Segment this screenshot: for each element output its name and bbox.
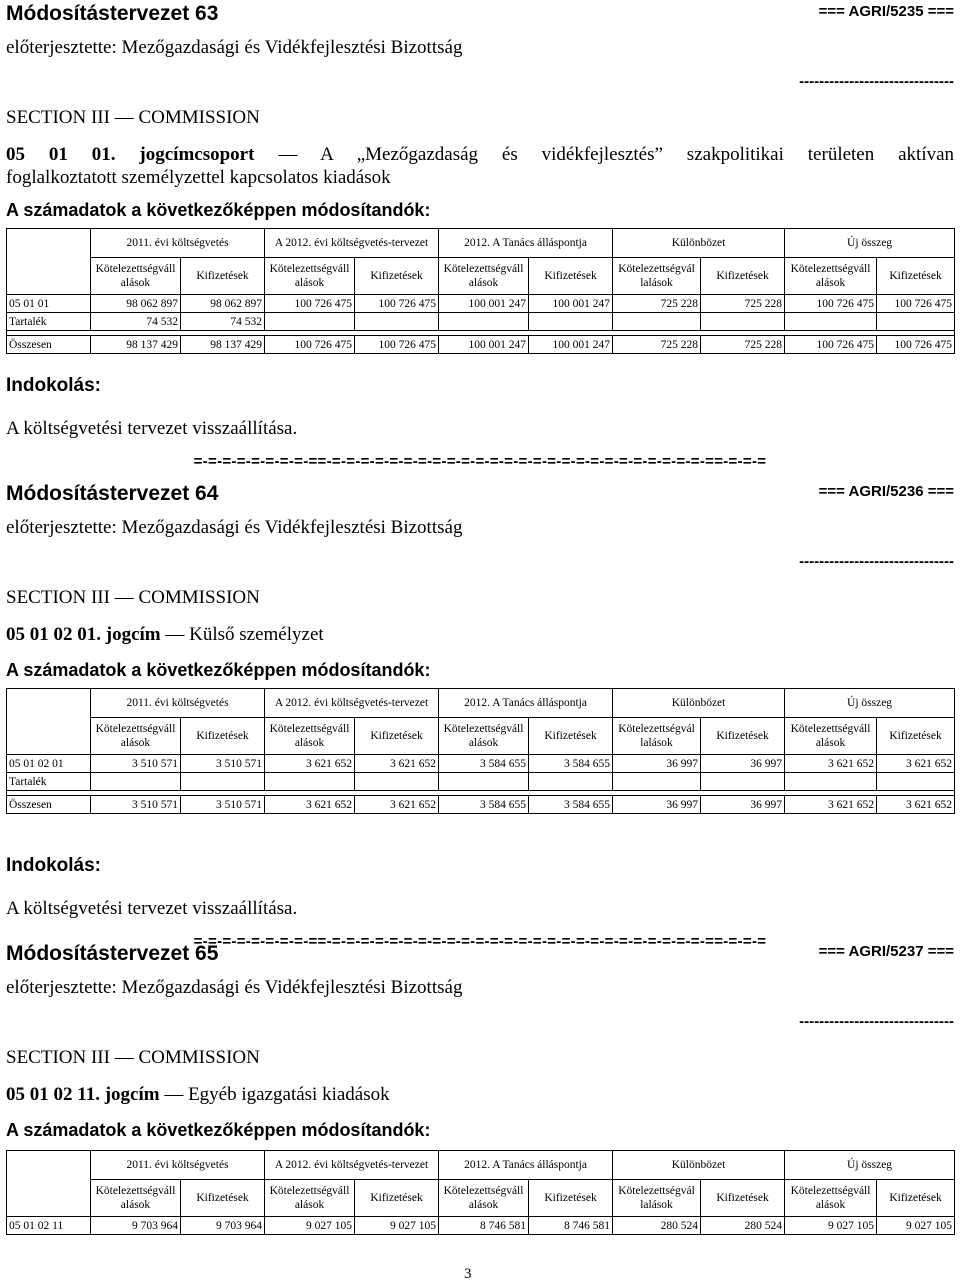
- table-group-header-row: [7, 229, 955, 258]
- value-cell: 9 027 105: [355, 1217, 439, 1235]
- payments-header: Kifizetések: [701, 258, 785, 295]
- budget-table: [6, 228, 955, 354]
- value-cell: 9 027 105: [877, 1217, 955, 1235]
- commitments-header: Kötelezettségvállalások: [613, 718, 701, 755]
- value-cell: 36 997: [613, 755, 701, 773]
- value-cell: 36 997: [701, 796, 785, 814]
- commitments-header: Kötelezettségvállalások: [91, 1180, 181, 1217]
- value-cell: [355, 773, 439, 791]
- table-group-header: 2012. A Tanács álláspontja: [439, 1151, 613, 1180]
- value-cell: [701, 313, 785, 331]
- value-cell: 280 524: [613, 1217, 701, 1235]
- separator-rule: =-=-=-=-=-=-=-=-==-=-=-=-=-=-=-=-=-=-=-=-=-=-=-=-=-=-=-=-=-=-=-=-=-=-=-==-=-=-=: [193, 933, 767, 950]
- payments-header: Kifizetések: [877, 1180, 955, 1217]
- value-cell: 8 746 581: [529, 1217, 613, 1235]
- table-group-header: 2012. A Tanács álláspontja: [439, 229, 613, 258]
- value-cell: [613, 313, 701, 331]
- budget-line: [6, 1083, 954, 1106]
- budget-line-type: jogcím: [105, 624, 161, 645]
- value-cell: [439, 313, 529, 331]
- value-cell: 100 001 247: [529, 336, 613, 354]
- value-cell: 3 621 652: [785, 796, 877, 814]
- table-group-header: A 2012. évi költségvetés-tervezet: [265, 689, 439, 718]
- dash-rule: -------------------------------: [799, 73, 954, 90]
- table-group-header: 2011. évi költségvetés: [91, 1151, 265, 1180]
- table-row: [7, 773, 955, 791]
- payments-header: Kifizetések: [181, 258, 265, 295]
- value-cell: 9 703 964: [181, 1217, 265, 1235]
- value-cell: 3 584 655: [529, 796, 613, 814]
- payments-header: Kifizetések: [529, 1180, 613, 1217]
- commitments-header: Kötelezettségvállalások: [91, 718, 181, 755]
- table-group-header: 2011. évi költségvetés: [91, 689, 265, 718]
- value-cell: 3 584 655: [439, 755, 529, 773]
- payments-header: Kifizetések: [529, 258, 613, 295]
- value-cell: [91, 773, 181, 791]
- table-group-header: Új összeg: [785, 689, 955, 718]
- value-cell: 36 997: [613, 796, 701, 814]
- budget-table: [6, 688, 955, 814]
- payments-header: Kifizetések: [701, 718, 785, 755]
- table-row: [7, 295, 955, 313]
- value-cell: 98 137 429: [181, 336, 265, 354]
- budget-line-code: 05 01 01.: [6, 144, 116, 165]
- budget-line-code: 05 01 02 11.: [6, 1084, 100, 1105]
- payments-header: Kifizetések: [181, 718, 265, 755]
- amendment-heading: A számadatok a következőképpen módosítandók:: [6, 200, 431, 220]
- payments-header: Kifizetések: [355, 718, 439, 755]
- value-cell: 3 584 655: [529, 755, 613, 773]
- section-heading: SECTION III — COMMISSION: [6, 587, 260, 608]
- row-label-cell: 05 01 02 11: [7, 1217, 91, 1235]
- value-cell: [439, 773, 529, 791]
- budget-line-type: jogcímcsoport: [139, 144, 255, 165]
- table-group-header: 2012. A Tanács álláspontja: [439, 689, 613, 718]
- table-group-header: Különbözet: [613, 1151, 785, 1180]
- row-label-cell: 05 01 02 01: [7, 755, 91, 773]
- commitments-header: Kötelezettségvállalások: [439, 258, 529, 295]
- value-cell: 100 726 475: [877, 336, 955, 354]
- table-group-header-row: [7, 689, 955, 718]
- table-group-header: Új összeg: [785, 229, 955, 258]
- justification-text: A költségvetési tervezet visszaállítása.: [6, 898, 298, 919]
- row-label-cell: Tartalék: [7, 313, 91, 331]
- commitments-header: Kötelezettségvállalások: [265, 718, 355, 755]
- justification-text: A költségvetési tervezet visszaállítása.: [6, 418, 298, 439]
- table-row: [7, 313, 955, 331]
- value-cell: [785, 773, 877, 791]
- table-row: [7, 796, 955, 814]
- value-cell: 3 621 652: [877, 755, 955, 773]
- payments-header: Kifizetések: [181, 1180, 265, 1217]
- budget-line-title: — Külső személyzet: [165, 624, 324, 645]
- value-cell: [265, 313, 355, 331]
- commitments-header: Kötelezettségvállalások: [91, 258, 181, 295]
- value-cell: 725 228: [613, 336, 701, 354]
- payments-header: Kifizetések: [877, 718, 955, 755]
- value-cell: 100 726 475: [355, 295, 439, 313]
- amendment-title: Módosítástervezet 65: [6, 942, 219, 965]
- dash-rule: -------------------------------: [799, 553, 954, 570]
- amendment-title: Módosítástervezet 64: [6, 482, 219, 505]
- justification-label: Indokolás:: [6, 855, 102, 876]
- value-cell: 98 062 897: [181, 295, 265, 313]
- page-number: 3: [464, 1266, 472, 1282]
- budget-line-title: — A „Mezőgazdaság és vidékfejlesztés” szakpolitikai területen aktívan: [278, 144, 955, 165]
- value-cell: 725 228: [613, 295, 701, 313]
- payments-header: Kifizetések: [355, 1180, 439, 1217]
- table-group-header-row: [7, 1151, 955, 1180]
- value-cell: 100 726 475: [877, 295, 955, 313]
- value-cell: 3 621 652: [877, 796, 955, 814]
- value-cell: [785, 313, 877, 331]
- commitments-header: Kötelezettségvállalások: [265, 258, 355, 295]
- row-label-cell: Összesen: [7, 796, 91, 814]
- value-cell: 280 524: [701, 1217, 785, 1235]
- budget-line: [6, 143, 954, 166]
- value-cell: [355, 313, 439, 331]
- table-group-header: Különbözet: [613, 229, 785, 258]
- amendment-code: === AGRI/5235 ===: [818, 3, 954, 20]
- value-cell: 100 001 247: [529, 295, 613, 313]
- value-cell: 725 228: [701, 295, 785, 313]
- table-row: [7, 755, 955, 773]
- value-cell: 725 228: [701, 336, 785, 354]
- budget-line-title: — Egyéb igazgatási kiadások: [164, 1084, 390, 1105]
- value-cell: [265, 773, 355, 791]
- section-heading: SECTION III — COMMISSION: [6, 1047, 260, 1068]
- value-cell: 100 726 475: [355, 336, 439, 354]
- row-label-cell: 05 01 01: [7, 295, 91, 313]
- payments-header: Kifizetések: [877, 258, 955, 295]
- table-corner-cell: [7, 1151, 91, 1217]
- budget-table: [6, 1150, 955, 1235]
- table-sub-header-row: [7, 718, 955, 755]
- amendment-heading: A számadatok a következőképpen módosítandók:: [6, 1120, 431, 1140]
- row-label-cell: Összesen: [7, 336, 91, 354]
- budget-line-cont: foglalkoztatott személyzettel kapcsolatos kiadások: [6, 167, 391, 188]
- commitments-header: Kötelezettségvállalások: [785, 718, 877, 755]
- table-corner-cell: [7, 689, 91, 755]
- commitments-header: Kötelezettségvállalások: [785, 258, 877, 295]
- value-cell: [701, 773, 785, 791]
- table-group-header: 2011. évi költségvetés: [91, 229, 265, 258]
- value-cell: 100 726 475: [785, 295, 877, 313]
- value-cell: 8 746 581: [439, 1217, 529, 1235]
- separator-rule: =-=-=-=-=-=-=-=-==-=-=-=-=-=-=-=-=-=-=-=-=-=-=-=-=-=-=-=-=-=-=-=-=-=-=-==-=-=-=: [193, 453, 767, 470]
- amendment-heading: A számadatok a következőképpen módosítandók:: [6, 660, 431, 680]
- value-cell: 98 137 429: [91, 336, 181, 354]
- value-cell: [529, 313, 613, 331]
- commitments-header: Kötelezettségvállalások: [439, 1180, 529, 1217]
- value-cell: 9 027 105: [785, 1217, 877, 1235]
- value-cell: 9 027 105: [265, 1217, 355, 1235]
- payments-header: Kifizetések: [529, 718, 613, 755]
- table-sub-header-row: [7, 1180, 955, 1217]
- commitments-header: Kötelezettségvállalások: [613, 258, 701, 295]
- value-cell: 100 001 247: [439, 336, 529, 354]
- table-group-header: A 2012. évi költségvetés-tervezet: [265, 229, 439, 258]
- value-cell: 74 532: [181, 313, 265, 331]
- value-cell: [529, 773, 613, 791]
- value-cell: 3 621 652: [355, 755, 439, 773]
- value-cell: 3 621 652: [785, 755, 877, 773]
- value-cell: 3 621 652: [265, 796, 355, 814]
- value-cell: 74 532: [91, 313, 181, 331]
- value-cell: 3 584 655: [439, 796, 529, 814]
- commitments-header: Kötelezettségvállalások: [785, 1180, 877, 1217]
- value-cell: 100 726 475: [265, 295, 355, 313]
- value-cell: [877, 313, 955, 331]
- submitted-by: előterjesztette: Mezőgazdasági és Vidékfejlesztési Bizottság: [6, 37, 463, 58]
- justification-label: Indokolás:: [6, 375, 102, 396]
- amendment-title: Módosítástervezet 63: [6, 2, 219, 25]
- value-cell: [181, 773, 265, 791]
- table-sub-header-row: [7, 258, 955, 295]
- table-group-header: A 2012. évi költségvetés-tervezet: [265, 1151, 439, 1180]
- commitments-header: Kötelezettségvállalások: [265, 1180, 355, 1217]
- value-cell: 3 510 571: [91, 755, 181, 773]
- submitted-by: előterjesztette: Mezőgazdasági és Vidékfejlesztési Bizottság: [6, 517, 463, 538]
- dash-rule: -------------------------------: [799, 1013, 954, 1030]
- section-heading: SECTION III — COMMISSION: [6, 107, 260, 128]
- value-cell: [877, 773, 955, 791]
- row-label-cell: Tartalék: [7, 773, 91, 791]
- table-group-header: Különbözet: [613, 689, 785, 718]
- value-cell: 100 726 475: [265, 336, 355, 354]
- amendment-code: === AGRI/5236 ===: [818, 483, 954, 500]
- submitted-by: előterjesztette: Mezőgazdasági és Vidékfejlesztési Bizottság: [6, 977, 463, 998]
- amendment-code: === AGRI/5237 ===: [818, 943, 954, 960]
- value-cell: [613, 773, 701, 791]
- value-cell: 3 621 652: [265, 755, 355, 773]
- table-corner-cell: [7, 229, 91, 295]
- value-cell: 98 062 897: [91, 295, 181, 313]
- table-group-header: Új összeg: [785, 1151, 955, 1180]
- budget-line-code: 05 01 02 01.: [6, 624, 101, 645]
- value-cell: 100 001 247: [439, 295, 529, 313]
- payments-header: Kifizetések: [701, 1180, 785, 1217]
- value-cell: 3 510 571: [91, 796, 181, 814]
- budget-line: [6, 623, 954, 646]
- payments-header: Kifizetések: [355, 258, 439, 295]
- value-cell: 3 510 571: [181, 796, 265, 814]
- budget-line-type: jogcím: [104, 1084, 160, 1105]
- commitments-header: Kötelezettségvállalások: [439, 718, 529, 755]
- commitments-header: Kötelezettségvállalások: [613, 1180, 701, 1217]
- value-cell: 100 726 475: [785, 336, 877, 354]
- table-row: [7, 1217, 955, 1235]
- value-cell: 36 997: [701, 755, 785, 773]
- table-row: [7, 336, 955, 354]
- value-cell: 9 703 964: [91, 1217, 181, 1235]
- value-cell: 3 621 652: [355, 796, 439, 814]
- value-cell: 3 510 571: [181, 755, 265, 773]
